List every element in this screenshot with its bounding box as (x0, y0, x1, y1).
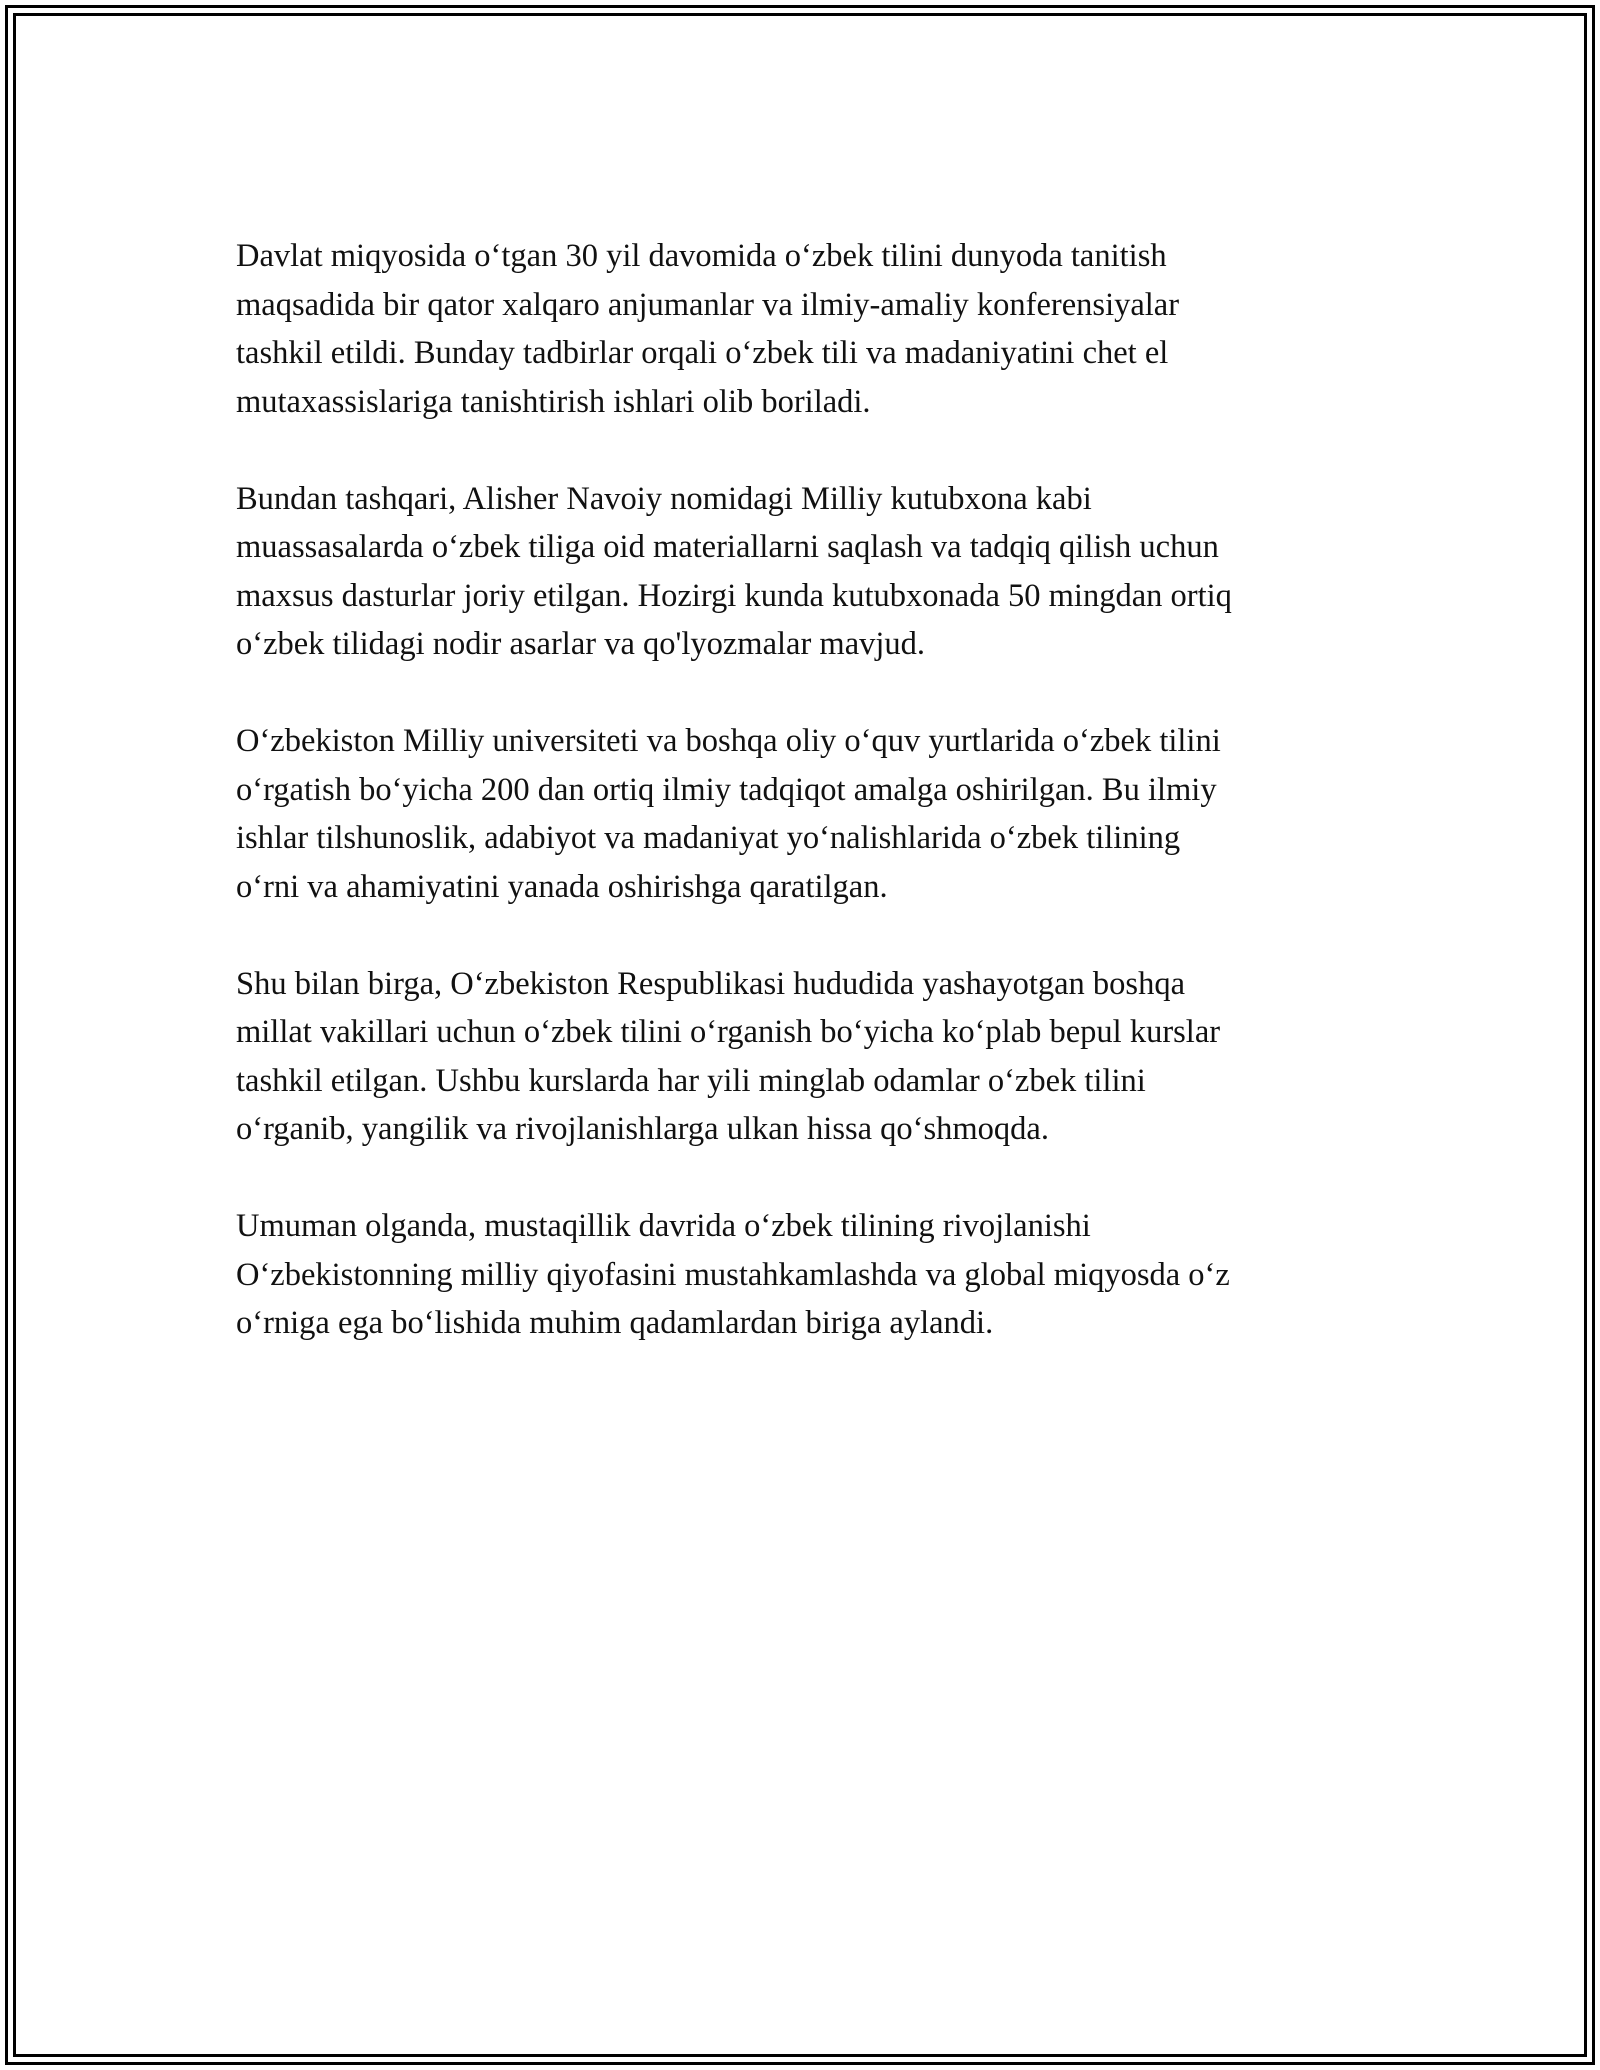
paragraph-2: Bundan tashqari, Alisher Navoiy nomidagi Milliy kutubxona kabi muassasalarda o‘zbek tiliga oid materiallarni saqlash va tadqiq qilish uchun maxsus dasturlar joriy etilgan. Hozirgi kunda kutubxonada 50 mingdan ortiq o‘zbek tilidagi nodir asarlar va qo'lyozmalar mavjud. (236, 480, 1232, 662)
paragraph-5: Umuman olganda, mustaqillik davrida o‘zbek tilining rivojlanishi O‘zbekistonning milliy qiyofasini mustahkamlashda va global miqyosda o‘z o‘rniga ega bo‘lishida muhim qadamlardan biriga aylandi. (236, 1208, 1230, 1341)
paragraph-3: O‘zbekiston Milliy universiteti va boshqa oliy o‘quv yurtlarida o‘zbek tilini o‘rgatish bo‘yicha 200 dan ortiq ilmiy tadqiqot amalga oshirilgan. Bu ilmiy ishlar tilshunoslik, adabiyot va madaniyat yo‘nalishlarida o‘zbek tilining o‘rni va ahamiyatini yanada oshirishga qaratilgan. (236, 723, 1221, 905)
paragraph-1: Davlat miqyosida o‘tgan 30 yil davomida o‘zbek tilini dunyoda tanitish maqsadida bir qator xalqaro anjumanlar va ilmiy-amaliy konferensiyalar tashkil etildi. Bunday tadbirlar orqali o‘zbek tili va madaniyatini chet el mutaxassislariga tanishtirish ishlari olib boriladi. (236, 238, 1180, 420)
document-body (236, 232, 1386, 1396)
paragraph-4: Shu bilan birga, O‘zbekiston Respublikasi hududida yashayotgan boshqa millat vakillari uchun o‘zbek tilini o‘rganish bo‘yicha ko‘plab bepul kurslar tashkil etilgan. Ushbu kurslarda har yili minglab odamlar o‘zbek tilini o‘rganib, yangilik va rivojlanishlarga ulkan hissa qo‘shmoqda. (236, 965, 1221, 1147)
